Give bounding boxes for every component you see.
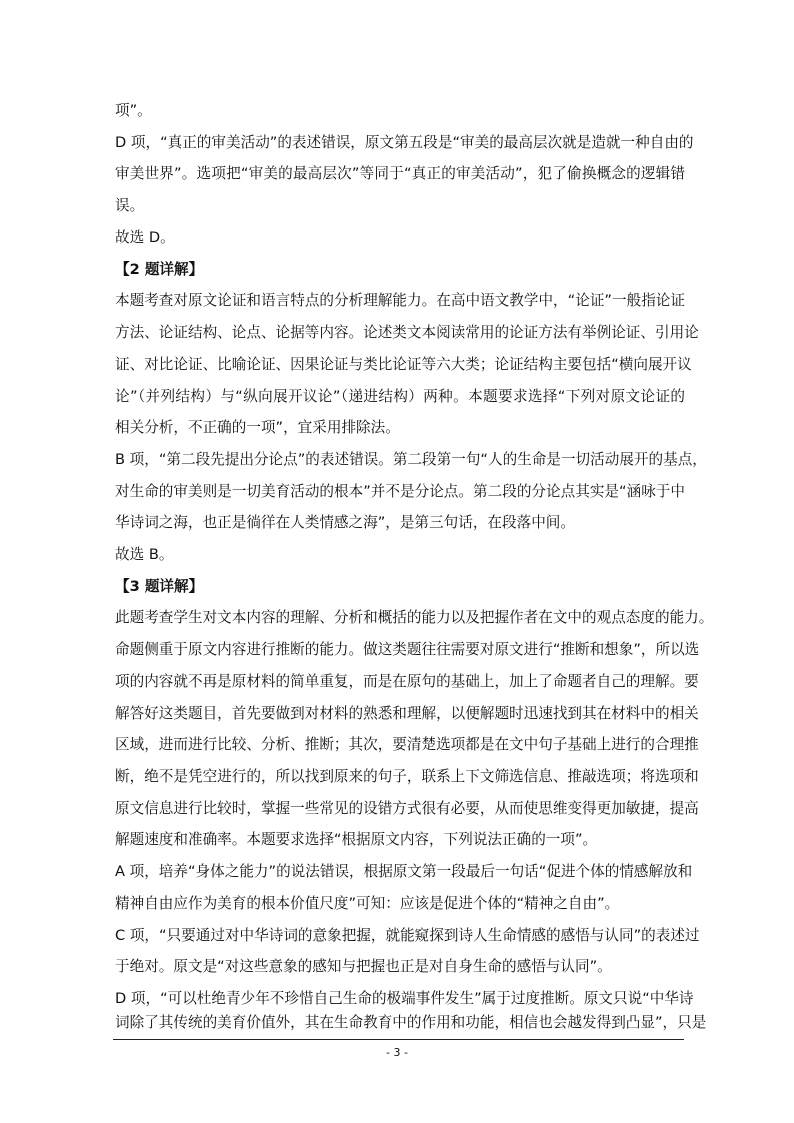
text-line: 词除了其传统的美育价值外，其在生命教育中的作用和功能，相信也会越发得到凸显”，只是: [115, 1014, 707, 1031]
text-line: 于绝对。原文是“对这些意象的感知与把握也正是对自身生命的感悟与认同”。: [115, 958, 612, 975]
section-heading: 【3 题详解】: [115, 578, 204, 595]
text-line: 论”（并列结构）与“纵向展开议论”（递进结构）两种。本题要求选择“下列对原文论证的: [115, 388, 685, 405]
text-line: 解答好这类题目，首先要做到对材料的熟悉和理解，以便解题时迅速找到其在材料中的相关: [115, 705, 699, 722]
section-heading: 【2 题详解】: [115, 261, 204, 278]
text-line: D 项，“可以杜绝青少年不珍惜自己生命的极端事件发生”属于过度推断。原文只说“中华诗: [115, 990, 694, 1007]
text-line: 证、对比论证、比喻论证、因果论证与类比论证等六大类；论证结构主要包括“横向展开议: [115, 356, 692, 373]
text-line: 误。: [115, 197, 145, 214]
text-line: 区域，进而进行比较、分析、推断；其次，要清楚选项都是在文中句子基础上进行的合理推: [115, 736, 699, 753]
text-line: 故选 D。: [115, 229, 175, 246]
text-line: 此题考查学生对文本内容的理解、分析和概括的能力以及把握作者在文中的观点态度的能力。: [115, 609, 714, 626]
text-line: 对生命的审美则是一切美育活动的根本”并不是分论点。第二段的分论点其实是“涵咏于中: [115, 483, 685, 500]
text-line: 精神自由应作为美育的根本价值尺度”可知：应该是促进个体的“精神之自由”。: [115, 895, 620, 912]
text-line: 原文信息进行比较时，掌握一些常见的设错方式很有必要，从而使思维变得更加敏捷，提高: [115, 800, 699, 817]
text-line: 项的内容就不再是原材料的简单重复，而是在原句的基础上，加上了命题者自己的理解。要: [115, 673, 699, 690]
text-line: 解题速度和准确率。本题要求选择“根据原文内容，下列说法正确的一项”。: [115, 831, 598, 848]
text-line: C 项，“只要通过对中华诗词的意象把握，就能窥探到诗人生命情感的感悟与认同”的表述过: [115, 927, 700, 944]
text-line: A 项，培养“身体之能力”的说法错误，根据原文第一段最后一句话“促进个体的情感解放和: [115, 863, 693, 880]
text-line: 项”。: [115, 102, 152, 119]
text-line: B 项，“第二段先提出分论点”的表述错误。第二段第一句“人的生命是一切活动展开的基点，: [115, 451, 707, 468]
text-line: 审美世界”。选项把“审美的最高层次”等同于“真正的审美活动”，犯了偷换概念的逻辑错: [115, 165, 685, 182]
page-number: - 3 -: [386, 1046, 408, 1059]
text-line: 故选 B。: [115, 546, 174, 563]
text-line: 相关分析，不正确的一项”，宜采用排除法。: [115, 419, 400, 436]
text-line: 命题侧重于原文内容进行推断的能力。做这类题往往需要对原文进行“推断和想象”，所以选: [115, 641, 700, 658]
text-line: 华诗词之海，也正是徜徉在人类情感之海”，是第三句话，在段落中间。: [115, 514, 575, 531]
text-line: 方法、论证结构、论点、论据等内容。论述类文本阅读常用的论证方法有举例论证、引用论: [115, 324, 699, 341]
footer-divider: [113, 1039, 684, 1040]
text-line: D 项，“真正的审美活动”的表述错误，原文第五段是“审美的最高层次就是造就一种自由的: [115, 134, 694, 151]
text-line: 断，绝不是凭空进行的，所以找到原来的句子，联系上下文筛选信息、推敲选项；将选项和: [115, 768, 699, 785]
text-line: 本题考查对原文论证和语言特点的分析理解能力。在高中语文教学中，“论证”一般指论证: [115, 292, 685, 309]
